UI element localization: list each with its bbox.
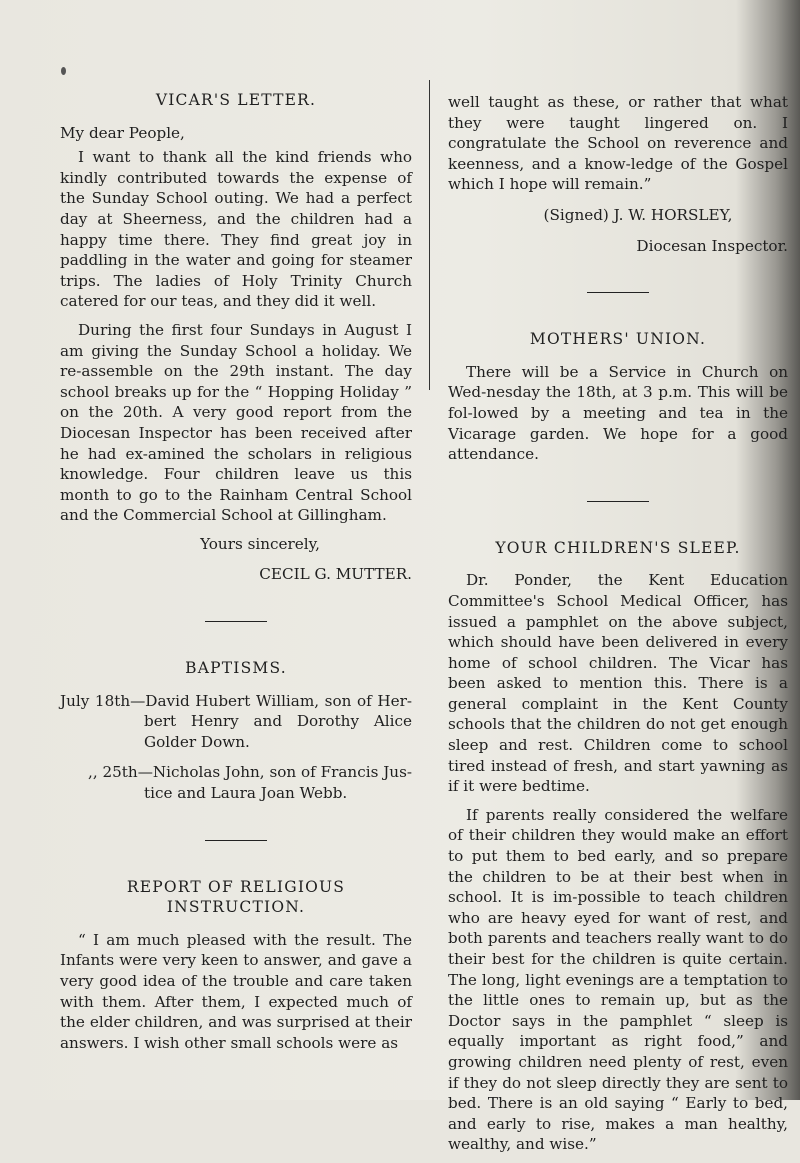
section-rule [587,501,649,502]
report-paragraph-1: “ I am much pleased with the result. The Infants were very keen to answer, and gave a very good idea of the trouble and care taken with them. After them, I expected much of the elder children, and was surprised at their answers. I wish other small schools were as [60,930,412,1052]
ink-speck [61,67,66,75]
report-paragraph-2: well taught as these, or rather that what they were taught lingered on. I congratulate the School on reverence and keenness, and a know-ledge of the Gospel which I hope will remain.” [448,93,788,194]
report-signed: (Signed) J. W. HORSLEY, [543,205,733,224]
column-divider [429,80,430,390]
vicar-paragraph-2: During the first four Sundays in August I am giving the Sunday School a holiday. We re-assemble on the 29th instant. The day school breaks up for the “ Hopping Holiday ” on the 20th. A very good report from the Diocesan Inspector has been received after he had ex-amined the scholars in religious knowledge. Four children leave us this month to go to the Rainham Central School and the Commercial School at Gillingham. [60,320,412,525]
vicar-closing: Yours sincerely, [200,534,320,553]
mothers-union-heading: MOTHERS' UNION. [529,330,707,349]
sleep-paragraph-1: Dr. Ponder, the Kent Education Committee's School Medical Officer, has issued a pamphlet on the above subject, which should have been delivered in every home of school children. The Vicar has been asked to mention this. There is a general complaint in the Kent County schools that the children do not get enough sleep and rest. Children come to school tired instead of fresh, and start yawning as if it were bedtime. [448,571,788,796]
vicars-letter-heading: VICAR'S LETTER. [155,91,317,109]
section-rule [205,840,267,841]
sleep-paragraph-2: If parents really considered the welfare of their children they would make an effort to put them to bed early, and so prepare the children to be at their best when in school. It is im-possible to teach children who are heavy eyed for want of rest, and both parents and teachers really want to do their best for the children is quite certain. The long, light evenings are a temptation to the little ones to remain up, but as the Doctor says in the pamphlet “ sleep is equally important as right food,” and growing children need plenty of rest, even if they do not sleep directly they are sent to bed. There is an old saying “ Early to bed, and early to rise, makes a man healthy, wealthy, and wise.” [448,805,788,1154]
vicar-signature: CECIL G. MUTTER. [259,565,412,584]
childrens-sleep-heading: YOUR CHILDREN'S SLEEP. [495,538,741,557]
mothers-union-paragraph: There will be a Service in Church on Wed-nesday the 18th, at 3 p.m. This will be fol-lowed by a meeting and tea in the Vicarage garden. We hope for a good attendance. [448,362,788,464]
report-inspector-title: Diocesan Inspector. [636,236,788,255]
report-heading: REPORT OF RELIGIOUS INSTRUCTION. [126,877,346,917]
baptism-entry-2: ,, 25th—Nicholas John, son of Francis Jus-tice and Laura Joan Webb. [88,763,412,803]
section-rule [205,621,267,622]
baptism-entry-1: July 18th—David Hubert William, son of Her-bert Henry and Dorothy Alice Golder Down. [60,691,412,751]
salutation: My dear People, [60,123,185,142]
vicar-paragraph-1: I want to thank all the kind friends who kindly contributed towards the expense of the Sunday School outing. We had a perfect day at Sheerness, and the children had a happy time there. They find great joy in paddling in the water and going for steamer trips. The ladies of Holy Trinity Church catered for our teas, and they did it well. [60,148,412,311]
baptisms-heading: BAPTISMS. [185,659,287,678]
section-rule [587,292,649,293]
right-column [448,92,788,1163]
left-column [60,90,412,1061]
